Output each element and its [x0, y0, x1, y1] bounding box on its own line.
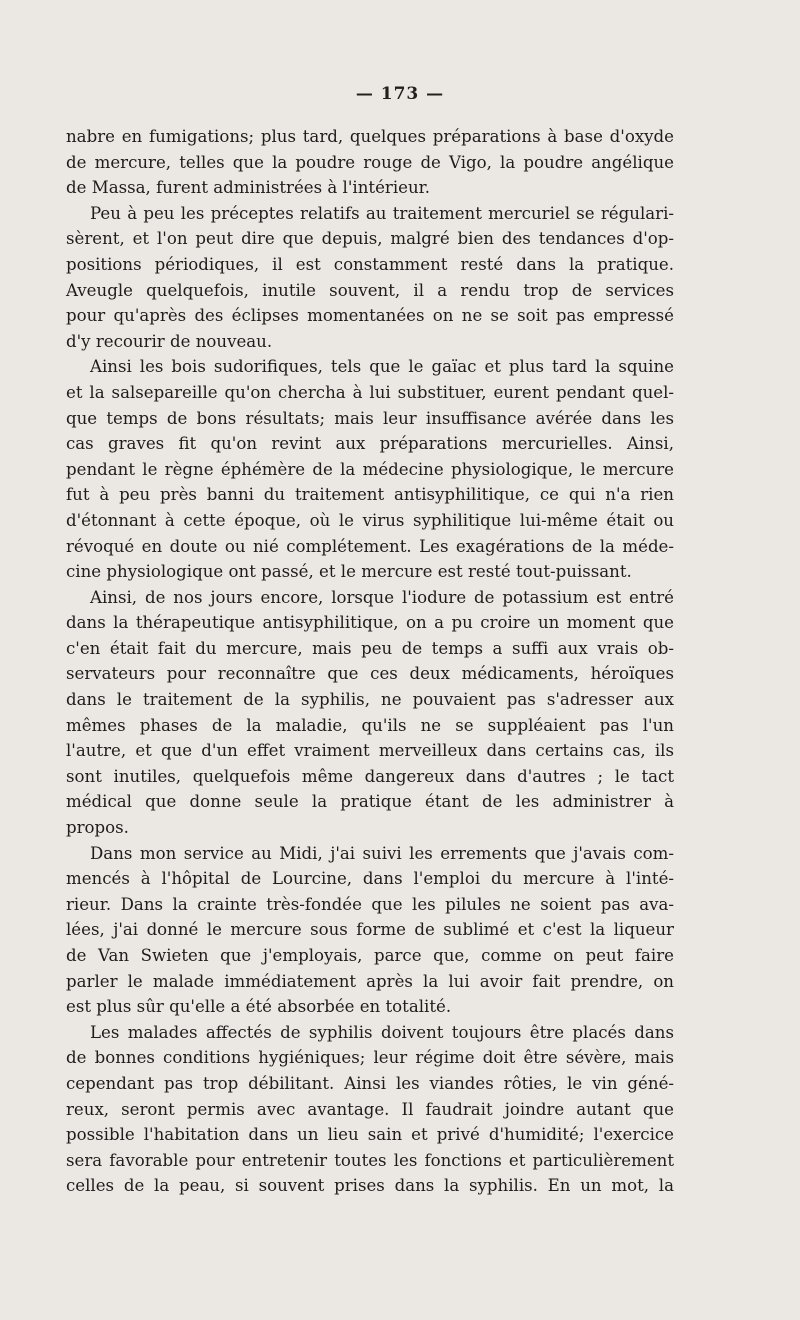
text-line: dans le traitement de la syphilis, ne pouvaient pas s'adresser aux [66, 690, 674, 710]
text-line: Aveugle quelquefois, inutile souvent, il a rendu trop de services [66, 280, 674, 300]
text-line: est plus sûr qu'elle a été absorbée en totalité. [66, 997, 452, 1017]
text-line: servateurs pour reconnaître que ces deux médicaments, héroïques [66, 664, 674, 684]
text-line: médical que donne seule la pratique étant de les administrer à [66, 792, 674, 812]
body-text [66, 124, 674, 1199]
text-line: de bonnes conditions hygiéniques; leur régime doit être sévère, mais [66, 1048, 674, 1068]
text-line: Ainsi, de nos jours encore, lorsque l'iodure de potassium est entré [90, 587, 674, 607]
text-line: parler le malade immédiatement après la lui avoir fait prendre, on [66, 971, 674, 991]
text-line: positions périodiques, il est constamment resté dans la pratique. [66, 254, 674, 274]
text-line: fut à peu près banni du traitement antisyphilitique, ce qui n'a rien [66, 485, 674, 505]
text-line: pour qu'après des éclipses momentanées on ne se soit pas empressé [66, 306, 674, 326]
text-line: de mercure, telles que la poudre rouge de Vigo, la poudre angélique [66, 152, 674, 172]
text-line: de Massa, furent administrées à l'intérieur. [66, 178, 431, 198]
text-line: Dans mon service au Midi, j'ai suivi les errements que j'avais com- [90, 843, 674, 863]
text-line: sont inutiles, quelquefois même dangereux dans d'autres ; le tact [66, 766, 674, 786]
text-line: que temps de bons résultats; mais leur insuffisance avérée dans les [66, 408, 674, 428]
text-line: cas graves fit qu'on revint aux préparations mercurielles. Ainsi, [66, 434, 674, 454]
text-line: et la salsepareille qu'on chercha à lui substituer, eurent pendant quel- [66, 382, 674, 402]
text-line: rieur. Dans la crainte très-fondée que les pilules ne soient pas ava- [66, 894, 674, 914]
text-line: d'étonnant à cette époque, où le virus syphilitique lui-même était ou [66, 510, 674, 530]
text-line: révoqué en doute ou nié complétement. Les exagérations de la méde- [66, 536, 674, 556]
text-line: possible l'habitation dans un lieu sain et privé d'humidité; l'exercice [66, 1125, 674, 1145]
text-line: Ainsi les bois sudorifiques, tels que le gaïac et plus tard la squine [90, 357, 674, 377]
text-line: c'en était fait du mercure, mais peu de temps a suffi aux vrais ob- [66, 638, 674, 658]
text-line: celles de la peau, si souvent prises dans la syphilis. En un mot, la [66, 1176, 674, 1196]
text-line: cependant pas trop débilitant. Ainsi les viandes rôties, le vin géné- [66, 1073, 674, 1093]
text-line: sera favorable pour entretenir toutes les fonctions et particulièrement [66, 1150, 674, 1170]
text-line: Les malades affectés de syphilis doivent toujours être placés dans [90, 1022, 674, 1042]
text-line: pendant le règne éphémère de la médecine physiologique, le mercure [66, 459, 674, 479]
text-line: reux, seront permis avec avantage. Il faudrait joindre autant que [66, 1099, 674, 1119]
text-line: mêmes phases de la maladie, qu'ils ne se suppléaient pas l'un [66, 715, 674, 735]
text-line: nabre en fumigations; plus tard, quelques préparations à base d'oxyde [66, 127, 674, 146]
text-line: de Van Swieten que j'employais, parce que, comme on peut faire [66, 946, 674, 965]
text-line: dans la thérapeutique antisyphilitique, on a pu croire un moment que [66, 613, 674, 633]
text-line: sèrent, et l'on peut dire que depuis, malgré bien des tendances d'op- [66, 229, 674, 249]
text-line: propos. [66, 818, 129, 838]
page-number-header: — 173 — [355, 84, 445, 104]
text-line: Peu à peu les préceptes relatifs au traitement mercuriel se régulari- [90, 203, 674, 223]
text-line: d'y recourir de nouveau. [66, 331, 273, 351]
text-line: l'autre, et que d'un effet vraiment merveilleux dans certains cas, ils [66, 741, 674, 761]
text-line: lées, j'ai donné le mercure sous forme de sublimé et c'est la liqueur [66, 920, 674, 940]
text-line: mencés à l'hôpital de Lourcine, dans l'emploi du mercure à l'inté- [66, 869, 674, 889]
text-line: cine physiologique ont passé, et le mercure est resté tout-puissant. [66, 562, 632, 582]
